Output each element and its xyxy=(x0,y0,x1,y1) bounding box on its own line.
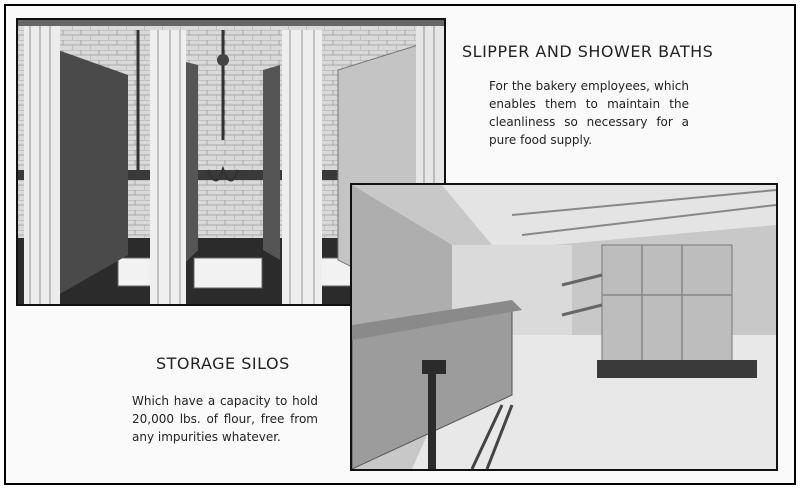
shower-baths-heading: SLIPPER AND SHOWER BATHS xyxy=(462,42,714,61)
shower-baths-description: For the bakery employees, which enables them to maintain the cleanliness so necessary for a pure food supply. xyxy=(489,79,689,147)
storage-silos-heading: STORAGE SILOS xyxy=(156,354,290,373)
storage-silos-photo xyxy=(350,183,778,471)
storage-silos-description: Which have a capacity to hold 20,000 lbs. of flour, free from any impurities whatever. xyxy=(132,394,318,444)
